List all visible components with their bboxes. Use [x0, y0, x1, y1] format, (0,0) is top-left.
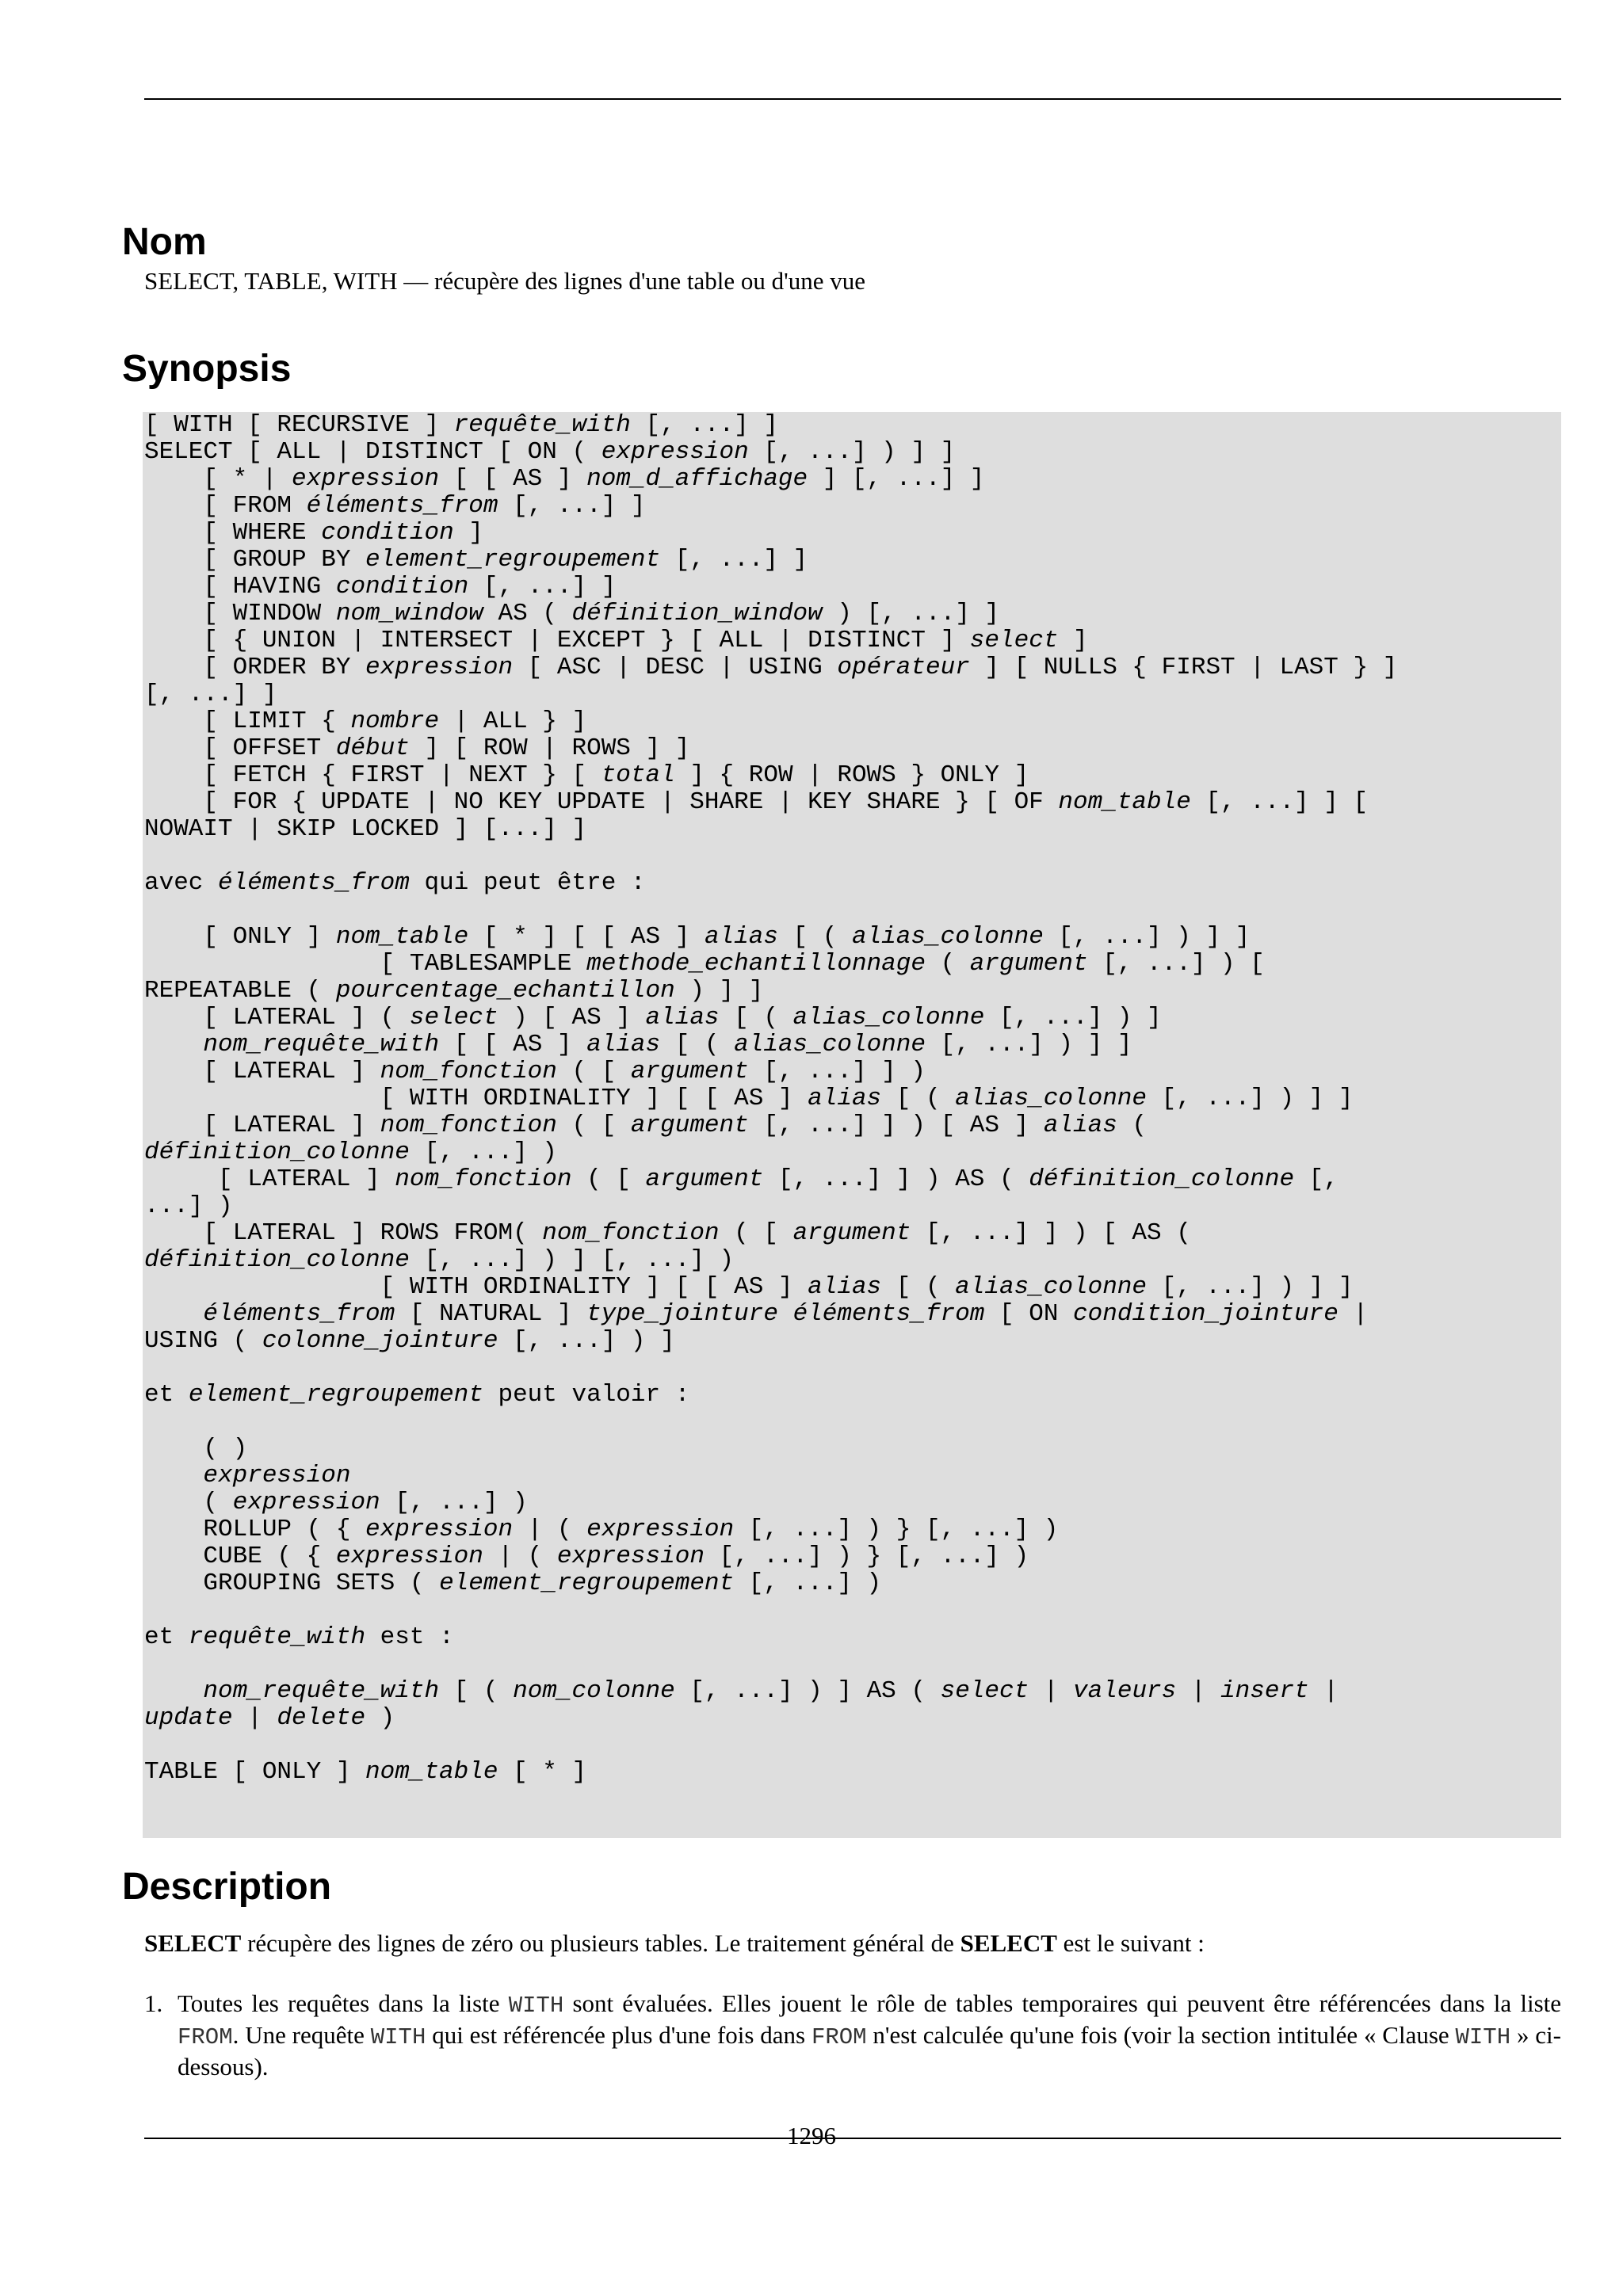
page-number: 1296	[787, 2122, 836, 2149]
synopsis-placeholder: opérateur	[837, 654, 970, 681]
synopsis-line	[144, 1273, 1353, 1301]
synopsis-line	[144, 869, 646, 897]
list-item-text	[178, 1989, 1561, 2081]
synopsis-keyword: [, ...] ) ]	[984, 1004, 1162, 1032]
synopsis-keyword: ( [	[556, 1112, 631, 1139]
synopsis-keyword: [ LATERAL ] ROWS FROM(	[144, 1219, 543, 1247]
description-intro	[144, 1928, 1561, 1958]
synopsis-keyword: [, ...] ) ] ]	[1147, 1085, 1354, 1112]
synopsis-keyword: [ (	[660, 1031, 735, 1058]
synopsis-keyword: [, ...] ]	[144, 681, 277, 708]
synopsis-line	[144, 1516, 1058, 1543]
synopsis-placeholder: définition_colonne	[144, 1246, 410, 1274]
synopsis-line	[144, 1192, 233, 1220]
synopsis-keyword: [, ...] ) ] ]	[1147, 1273, 1354, 1301]
synopsis-keyword: CUBE ( {	[144, 1543, 336, 1570]
synopsis-placeholder: condition_jointure	[1073, 1300, 1338, 1328]
synopsis-line	[144, 654, 1397, 681]
synopsis-placeholder: argument	[969, 950, 1088, 978]
synopsis-line	[144, 1004, 1162, 1032]
synopsis-placeholder: nom_table	[335, 923, 469, 951]
item-text-part: qui est référencée plus d'une fois dans	[426, 2021, 812, 2049]
code-from: FROM	[178, 2024, 233, 2050]
synopsis-placeholder: nom_fonction	[542, 1219, 720, 1247]
synopsis-line	[144, 1031, 1132, 1058]
synopsis-placeholder: type_jointure	[586, 1300, 778, 1328]
code-with: WITH	[1455, 2024, 1511, 2050]
synopsis-keyword: [ ON	[984, 1300, 1074, 1328]
synopsis-keyword: | (	[513, 1516, 587, 1543]
synopsis-keyword: [, ...] )	[734, 1569, 882, 1597]
synopsis-placeholder: expression	[232, 1489, 380, 1516]
synopsis-keyword	[144, 1677, 203, 1705]
synopsis-placeholder: alias_colonne	[792, 1004, 985, 1032]
select-keyword: SELECT	[960, 1929, 1057, 1957]
synopsis-keyword	[144, 1462, 203, 1489]
synopsis-keyword: [ LATERAL ] (	[144, 1004, 410, 1032]
synopsis-line	[144, 1058, 926, 1085]
synopsis-keyword: qui peut être :	[409, 869, 646, 897]
synopsis-keyword: et	[144, 1623, 189, 1651]
synopsis-keyword: ( )	[144, 1435, 248, 1463]
intro-text-1: récupère des lignes de zéro ou plusieurs tables. Le traitement général de	[241, 1929, 960, 1957]
synopsis-line	[144, 1677, 1338, 1705]
item-text-part: sont évaluées. Elles jouent le rôle de tables temporaires qui peuvent être référencées dans la liste	[563, 1989, 1561, 2017]
synopsis-line	[144, 1085, 1353, 1112]
synopsis-placeholder: expression	[292, 465, 440, 493]
synopsis-keyword: ] { ROW | ROWS } ONLY ]	[674, 761, 1029, 789]
synopsis-keyword: [ FETCH { FIRST | NEXT } [	[144, 761, 601, 789]
synopsis-keyword: [ WITH [ RECURSIVE ]	[144, 411, 454, 439]
synopsis-keyword: [ NATURAL ]	[395, 1300, 587, 1328]
synopsis-keyword: [, ...] ] ) [ AS (	[911, 1219, 1191, 1247]
synopsis-placeholder: alias	[808, 1273, 882, 1301]
synopsis-keyword: [ ONLY ]	[144, 923, 336, 951]
item-text-part: . Une requête	[232, 2021, 371, 2049]
synopsis-line	[144, 923, 1250, 951]
synopsis-placeholder: colonne_jointure	[262, 1327, 498, 1355]
synopsis-placeholder: element_regroupement	[365, 546, 661, 574]
synopsis-line	[144, 761, 1029, 789]
synopsis-placeholder: element_regroupement	[439, 1569, 735, 1597]
synopsis-keyword: AS (	[483, 600, 572, 627]
synopsis-keyword: [, ...] ) ] ]	[748, 438, 956, 466]
synopsis-placeholder: argument	[630, 1112, 749, 1139]
synopsis-keyword: ...] )	[144, 1192, 233, 1220]
synopsis-placeholder: argument	[792, 1219, 911, 1247]
synopsis-placeholder: nom_d_affichage	[586, 465, 808, 493]
description-heading: Description	[122, 1866, 332, 1908]
synopsis-placeholder: nom_table	[1058, 788, 1191, 816]
synopsis-keyword: [ ASC | DESC | USING	[513, 654, 838, 681]
synopsis-keyword: |	[232, 1704, 277, 1732]
synopsis-box	[143, 412, 1561, 1838]
synopsis-keyword: REPEATABLE (	[144, 977, 336, 1005]
synopsis-keyword: [ LIMIT {	[144, 707, 351, 735]
synopsis-placeholder: expression	[586, 1516, 735, 1543]
synopsis-line	[144, 1704, 395, 1732]
synopsis-keyword: [ * ] [ [ AS ]	[468, 923, 705, 951]
synopsis-keyword: [ FROM	[144, 492, 307, 520]
synopsis-keyword: [ TABLESAMPLE	[144, 950, 587, 978]
nom-text: SELECT, TABLE, WITH — récupère des lignes d'une table ou d'une vue	[144, 267, 866, 295]
synopsis-keyword: [, ...] ) ]	[498, 1327, 675, 1355]
synopsis-line	[144, 1543, 1029, 1570]
synopsis-keyword: [, ...] ] [	[1190, 788, 1369, 816]
synopsis-line	[144, 1138, 557, 1166]
synopsis-line	[144, 1381, 689, 1409]
synopsis-keyword: avec	[144, 869, 219, 897]
synopsis-keyword: [, ...] )	[409, 1138, 557, 1166]
synopsis-placeholder: valeurs	[1073, 1677, 1177, 1705]
synopsis-placeholder: alias	[645, 1004, 720, 1032]
synopsis-placeholder: alias	[586, 1031, 661, 1058]
synopsis-placeholder: argument	[645, 1165, 764, 1193]
synopsis-keyword: [ LATERAL ]	[144, 1165, 395, 1193]
synopsis-keyword: ] [ NULLS { FIRST | LAST } ]	[969, 654, 1398, 681]
synopsis-keyword: | ALL } ]	[439, 707, 587, 735]
synopsis-keyword: [ (	[881, 1085, 956, 1112]
synopsis-keyword: [, ...] ]	[630, 411, 778, 439]
synopsis-keyword: ( [	[719, 1219, 793, 1247]
list-item-number: 1.	[144, 1989, 163, 2017]
synopsis-line	[144, 707, 586, 735]
synopsis-code	[144, 412, 1397, 1786]
synopsis-placeholder: expression	[365, 654, 514, 681]
synopsis-keyword: [, ...] ) } [, ...] )	[734, 1516, 1059, 1543]
synopsis-keyword: ]	[453, 519, 483, 547]
synopsis-placeholder: définition_colonne	[144, 1138, 410, 1166]
synopsis-placeholder: alias_colonne	[955, 1273, 1148, 1301]
synopsis-keyword: [ GROUP BY	[144, 546, 366, 574]
synopsis-keyword: |	[1176, 1677, 1221, 1705]
synopsis-placeholder: nom_requête_with	[203, 1677, 440, 1705]
synopsis-keyword: [, ...] ) [	[1087, 950, 1265, 978]
synopsis-keyword: |	[1029, 1677, 1074, 1705]
synopsis-placeholder: total	[601, 761, 675, 789]
synopsis-keyword: [ { UNION | INTERSECT | EXCEPT } [ ALL | DISTINCT ]	[144, 627, 970, 654]
synopsis-placeholder: nom_colonne	[513, 1677, 675, 1705]
select-keyword: SELECT	[144, 1929, 242, 1957]
synopsis-placeholder: alias	[808, 1085, 882, 1112]
synopsis-line	[144, 627, 1088, 654]
synopsis-keyword: [ (	[881, 1273, 956, 1301]
synopsis-line	[144, 1246, 734, 1274]
synopsis-placeholder: delete	[277, 1704, 366, 1732]
synopsis-line	[144, 1165, 1338, 1193]
code-with: WITH	[508, 1993, 564, 2019]
synopsis-keyword: |	[1308, 1677, 1338, 1705]
synopsis-line	[144, 411, 778, 439]
synopsis-placeholder: requête_with	[453, 411, 631, 439]
synopsis-placeholder: condition	[321, 519, 454, 547]
synopsis-placeholder: définition_window	[571, 600, 823, 627]
synopsis-line	[144, 1327, 675, 1355]
synopsis-keyword: [ LATERAL ]	[144, 1112, 380, 1139]
synopsis-keyword: est :	[365, 1623, 454, 1651]
synopsis-line	[144, 977, 763, 1005]
synopsis-line	[144, 546, 808, 574]
synopsis-keyword: [ WITH ORDINALITY ] [ [ AS ]	[144, 1273, 808, 1301]
synopsis-keyword: [ WINDOW	[144, 600, 336, 627]
synopsis-heading: Synopsis	[122, 348, 292, 390]
synopsis-keyword: [ LATERAL ]	[144, 1058, 380, 1085]
synopsis-placeholder: requête_with	[188, 1623, 366, 1651]
synopsis-placeholder: argument	[630, 1058, 749, 1085]
synopsis-placeholder: définition_colonne	[1029, 1165, 1295, 1193]
synopsis-keyword: [, ...] ] ) [ AS ]	[748, 1112, 1044, 1139]
synopsis-keyword: [ * ]	[498, 1758, 587, 1786]
synopsis-placeholder: nom_window	[335, 600, 483, 627]
synopsis-keyword: ) ] ]	[674, 977, 764, 1005]
synopsis-keyword: [, ...] )	[380, 1489, 528, 1516]
header-rule	[144, 98, 1561, 100]
synopsis-placeholder: insert	[1220, 1677, 1309, 1705]
synopsis-keyword: | (	[483, 1543, 557, 1570]
synopsis-keyword: (	[925, 950, 970, 978]
synopsis-keyword: ( [	[571, 1165, 646, 1193]
synopsis-keyword	[144, 1300, 203, 1328]
synopsis-keyword: [ (	[439, 1677, 514, 1705]
synopsis-placeholder: nombre	[350, 707, 440, 735]
synopsis-placeholder: nom_fonction	[380, 1112, 557, 1139]
synopsis-keyword: (	[144, 1489, 233, 1516]
synopsis-line	[144, 1462, 350, 1489]
synopsis-line	[144, 519, 483, 547]
synopsis-keyword: [ (	[719, 1004, 793, 1032]
synopsis-placeholder: expression	[335, 1543, 483, 1570]
synopsis-line	[144, 1112, 1147, 1139]
synopsis-keyword: ) [, ...] ]	[822, 600, 1000, 627]
synopsis-placeholder: pourcentage_echantillon	[335, 977, 675, 1005]
synopsis-keyword: [ WITH ORDINALITY ] [ [ AS ]	[144, 1085, 808, 1112]
synopsis-placeholder: expression	[556, 1543, 705, 1570]
synopsis-placeholder: alias	[704, 923, 778, 951]
synopsis-keyword: [, ...] ) ] ]	[1043, 923, 1251, 951]
synopsis-line	[144, 573, 616, 601]
synopsis-keyword: [ OFFSET	[144, 734, 336, 762]
synopsis-keyword	[778, 1300, 793, 1328]
synopsis-placeholder: éléments_from	[306, 492, 498, 520]
synopsis-keyword: (	[1117, 1112, 1148, 1139]
synopsis-keyword: USING (	[144, 1327, 262, 1355]
item-text-part: » ci-dessous).	[178, 2021, 1561, 2081]
synopsis-line	[144, 1623, 454, 1651]
synopsis-keyword: [, ...] ) ] ]	[925, 1031, 1132, 1058]
synopsis-line	[144, 681, 277, 708]
synopsis-placeholder: expression	[601, 438, 749, 466]
synopsis-keyword: [ HAVING	[144, 573, 336, 601]
synopsis-keyword: [ FOR { UPDATE | NO KEY UPDATE | SHARE | KEY SHARE } [ OF	[144, 788, 1059, 816]
synopsis-placeholder: alias	[1043, 1112, 1117, 1139]
synopsis-keyword: [, ...] ]	[468, 573, 617, 601]
synopsis-line	[144, 1489, 528, 1516]
synopsis-placeholder: éléments_from	[203, 1300, 395, 1328]
synopsis-placeholder: éléments_from	[218, 869, 410, 897]
synopsis-line	[144, 1758, 586, 1786]
synopsis-keyword: [, ...] ) ] AS (	[674, 1677, 941, 1705]
synopsis-line	[144, 1219, 1191, 1247]
synopsis-line	[144, 788, 1368, 816]
synopsis-keyword: [, ...] ] )	[748, 1058, 926, 1085]
synopsis-keyword: |	[1338, 1300, 1369, 1328]
synopsis-keyword: ] [, ...] ]	[808, 465, 985, 493]
synopsis-keyword: )	[365, 1704, 395, 1732]
synopsis-placeholder: update	[144, 1704, 233, 1732]
synopsis-keyword: ROLLUP ( {	[144, 1516, 366, 1543]
synopsis-placeholder: condition	[335, 573, 469, 601]
synopsis-placeholder: alias_colonne	[851, 923, 1044, 951]
synopsis-placeholder: element_regroupement	[188, 1381, 483, 1409]
synopsis-placeholder: expression	[365, 1516, 514, 1543]
code-from: FROM	[811, 2024, 867, 2050]
synopsis-line	[144, 734, 689, 762]
synopsis-placeholder: nom_fonction	[395, 1165, 572, 1193]
nom-heading: Nom	[122, 221, 207, 263]
item-text-part: Toutes les requêtes dans la liste	[178, 1989, 509, 2017]
synopsis-keyword: ]	[1058, 627, 1088, 654]
synopsis-placeholder: éléments_from	[792, 1300, 985, 1328]
synopsis-keyword: GROUPING SETS (	[144, 1569, 440, 1597]
synopsis-keyword: ) [ AS ]	[498, 1004, 646, 1032]
synopsis-keyword: TABLE [ ONLY ]	[144, 1758, 366, 1786]
synopsis-keyword: et	[144, 1381, 189, 1409]
synopsis-keyword: peut valoir :	[483, 1381, 690, 1409]
intro-text-2: est le suivant :	[1056, 1929, 1205, 1957]
synopsis-line	[144, 492, 646, 520]
synopsis-keyword: ( [	[556, 1058, 631, 1085]
synopsis-keyword: [, ...] ) ] [, ...] )	[409, 1246, 735, 1274]
synopsis-placeholder: nom_requête_with	[203, 1031, 440, 1058]
synopsis-keyword: [ ORDER BY	[144, 654, 366, 681]
synopsis-line	[144, 1300, 1368, 1328]
synopsis-line	[144, 600, 999, 627]
synopsis-placeholder: alias_colonne	[734, 1031, 926, 1058]
synopsis-placeholder: select	[940, 1677, 1029, 1705]
synopsis-keyword: [ [ AS ]	[439, 465, 587, 493]
synopsis-placeholder: début	[335, 734, 410, 762]
synopsis-line	[144, 950, 1265, 978]
synopsis-placeholder: nom_fonction	[380, 1058, 557, 1085]
synopsis-keyword: [ * |	[144, 465, 292, 493]
synopsis-placeholder: select	[409, 1004, 498, 1032]
synopsis-placeholder: alias_colonne	[955, 1085, 1148, 1112]
synopsis-keyword: [, ...] ) } [, ...] )	[704, 1543, 1029, 1570]
synopsis-placeholder: nom_table	[365, 1758, 498, 1786]
synopsis-keyword: NOWAIT | SKIP LOCKED ] [...] ]	[144, 815, 587, 843]
synopsis-placeholder: select	[969, 627, 1059, 654]
synopsis-keyword: [, ...] ]	[498, 492, 646, 520]
synopsis-line	[144, 465, 984, 493]
synopsis-keyword: [ (	[777, 923, 852, 951]
synopsis-keyword	[144, 1031, 203, 1058]
synopsis-line	[144, 1569, 881, 1597]
item-text-part: n'est calculée qu'une fois (voir la section intitulée « Clause	[866, 2021, 1456, 2049]
synopsis-line	[144, 1435, 247, 1463]
synopsis-keyword: [ WHERE	[144, 519, 322, 547]
synopsis-keyword: [ [ AS ]	[439, 1031, 587, 1058]
synopsis-keyword: [, ...] ] ) AS (	[763, 1165, 1029, 1193]
synopsis-line	[144, 815, 586, 843]
code-with: WITH	[370, 2024, 426, 2050]
synopsis-line	[144, 438, 955, 466]
synopsis-keyword: ] [ ROW | ROWS ] ]	[409, 734, 690, 762]
synopsis-keyword: SELECT [ ALL | DISTINCT [ ON (	[144, 438, 601, 466]
synopsis-keyword: [,	[1294, 1165, 1338, 1193]
synopsis-placeholder: methode_echantillonnage	[586, 950, 926, 978]
synopsis-keyword: [, ...] ]	[660, 546, 808, 574]
synopsis-placeholder: expression	[203, 1462, 351, 1489]
